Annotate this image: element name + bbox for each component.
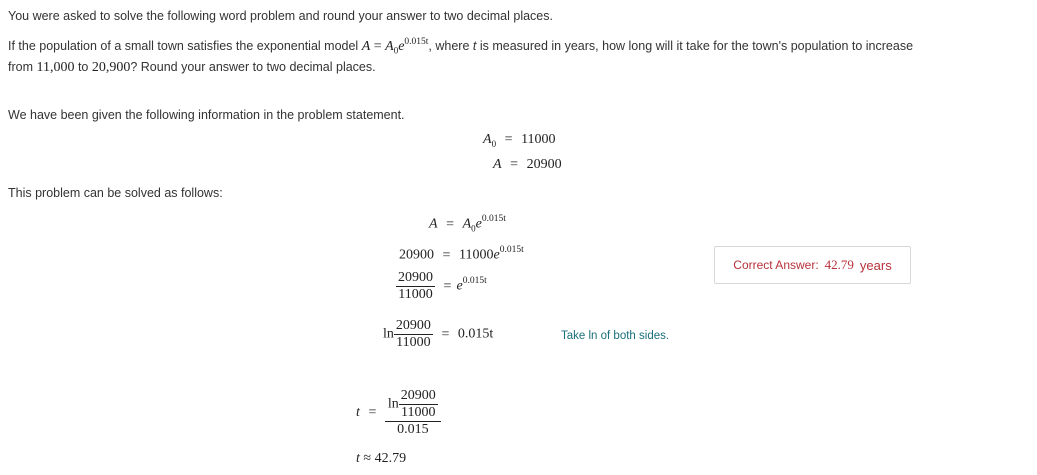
model-A0: A	[385, 39, 394, 55]
step2-e: e	[493, 247, 500, 263]
given-eq: =	[510, 157, 519, 172]
step5-eq: =	[368, 405, 377, 420]
problem-text-1: If the population of a small town satisfies the exponential model	[8, 39, 362, 54]
step1-sub: 0	[471, 223, 476, 234]
step1-A: A	[462, 216, 472, 232]
step4-eq: =	[441, 326, 450, 342]
given-rhs: 20900	[526, 157, 562, 172]
step5-outer-numerator	[385, 388, 441, 421]
problem-t: t	[472, 39, 477, 54]
step5-t: t	[356, 405, 360, 420]
step-4	[383, 318, 493, 351]
problem-text-4: from	[8, 60, 37, 74]
step5-inner-denominator: 11000	[399, 404, 438, 421]
step-2	[399, 246, 524, 264]
step-3	[396, 270, 487, 303]
solve-intro: This problem can be solved as follows:	[8, 186, 223, 200]
step1-lhs: A	[429, 216, 438, 232]
step5-outer-denominator: 0.015	[385, 421, 441, 438]
given-intro: We have been given the following information in the problem statement.	[8, 108, 405, 122]
step3-exp: 0.015t	[462, 276, 487, 287]
step1-eq: =	[446, 216, 455, 232]
hint-text-a: Take	[561, 330, 589, 342]
step3-eq: =	[443, 278, 452, 294]
step5-inner-fraction	[399, 388, 438, 421]
given-eq: =	[504, 132, 513, 147]
given-sub: 0	[491, 138, 497, 149]
to-value: 20,900	[91, 60, 131, 75]
step4-ln: ln	[383, 326, 394, 342]
model-exp: 0.015t	[404, 37, 429, 47]
step2-eq: =	[442, 247, 451, 263]
step2-exp: 0.015t	[499, 245, 524, 255]
hint-ln: ln	[588, 330, 598, 342]
answer-label: Correct Answer:	[733, 258, 819, 272]
given-lhs: A	[483, 132, 492, 147]
problem-line-2	[8, 60, 376, 76]
step6-value: 42.79	[374, 451, 407, 466]
model-A: A	[361, 39, 371, 55]
intro-text: You were asked to solve the following word problem and round your answer to two decimal places.	[8, 9, 553, 23]
step6-approx: ≈	[363, 451, 372, 466]
step4-denominator: 11000	[394, 334, 433, 351]
problem-text-5: to	[74, 60, 92, 74]
answer-value: 42.79	[824, 257, 854, 272]
step1-e: e	[475, 216, 482, 232]
model-eq: =	[373, 39, 382, 55]
step3-denominator: 11000	[396, 286, 435, 303]
model-e: e	[398, 39, 405, 55]
step2-lhs: 20900	[399, 247, 434, 263]
given-row-1	[483, 132, 556, 149]
step1-exp: 0.015t	[481, 214, 506, 224]
problem-text-3: is measured in years, how long will it take for the town's population to increase	[476, 39, 914, 54]
hint-text-b: of both sides.	[597, 330, 670, 342]
from-value: 11,000	[36, 60, 75, 75]
step-5	[356, 388, 441, 438]
given-lhs: A	[493, 157, 502, 172]
answer-unit: years	[859, 257, 892, 273]
problem-text-6: ? Round your answer to two decimal places.	[130, 60, 376, 74]
step3-numerator: 20900	[398, 270, 433, 285]
step-1	[429, 215, 506, 233]
step-6	[356, 451, 406, 467]
given-row-2	[493, 157, 562, 173]
step4-rhs: 0.015t	[457, 326, 494, 342]
step4-fraction	[394, 318, 433, 351]
problem-text-2: , where	[428, 39, 473, 54]
model-sub: 0	[393, 45, 399, 56]
step6-t: t	[356, 451, 360, 466]
step3-e: e	[456, 278, 463, 294]
step4-hint	[561, 330, 669, 342]
step5-inner-numerator: 20900	[400, 388, 436, 403]
problem-line-1	[8, 38, 913, 56]
step2-coef: 11000	[459, 247, 494, 263]
correct-answer-box	[714, 246, 911, 284]
step5-ln: ln	[387, 396, 399, 412]
step5-outer-fraction	[385, 388, 441, 438]
step4-numerator: 20900	[395, 318, 431, 333]
step3-fraction	[396, 270, 435, 303]
given-rhs: 11000	[521, 132, 556, 147]
